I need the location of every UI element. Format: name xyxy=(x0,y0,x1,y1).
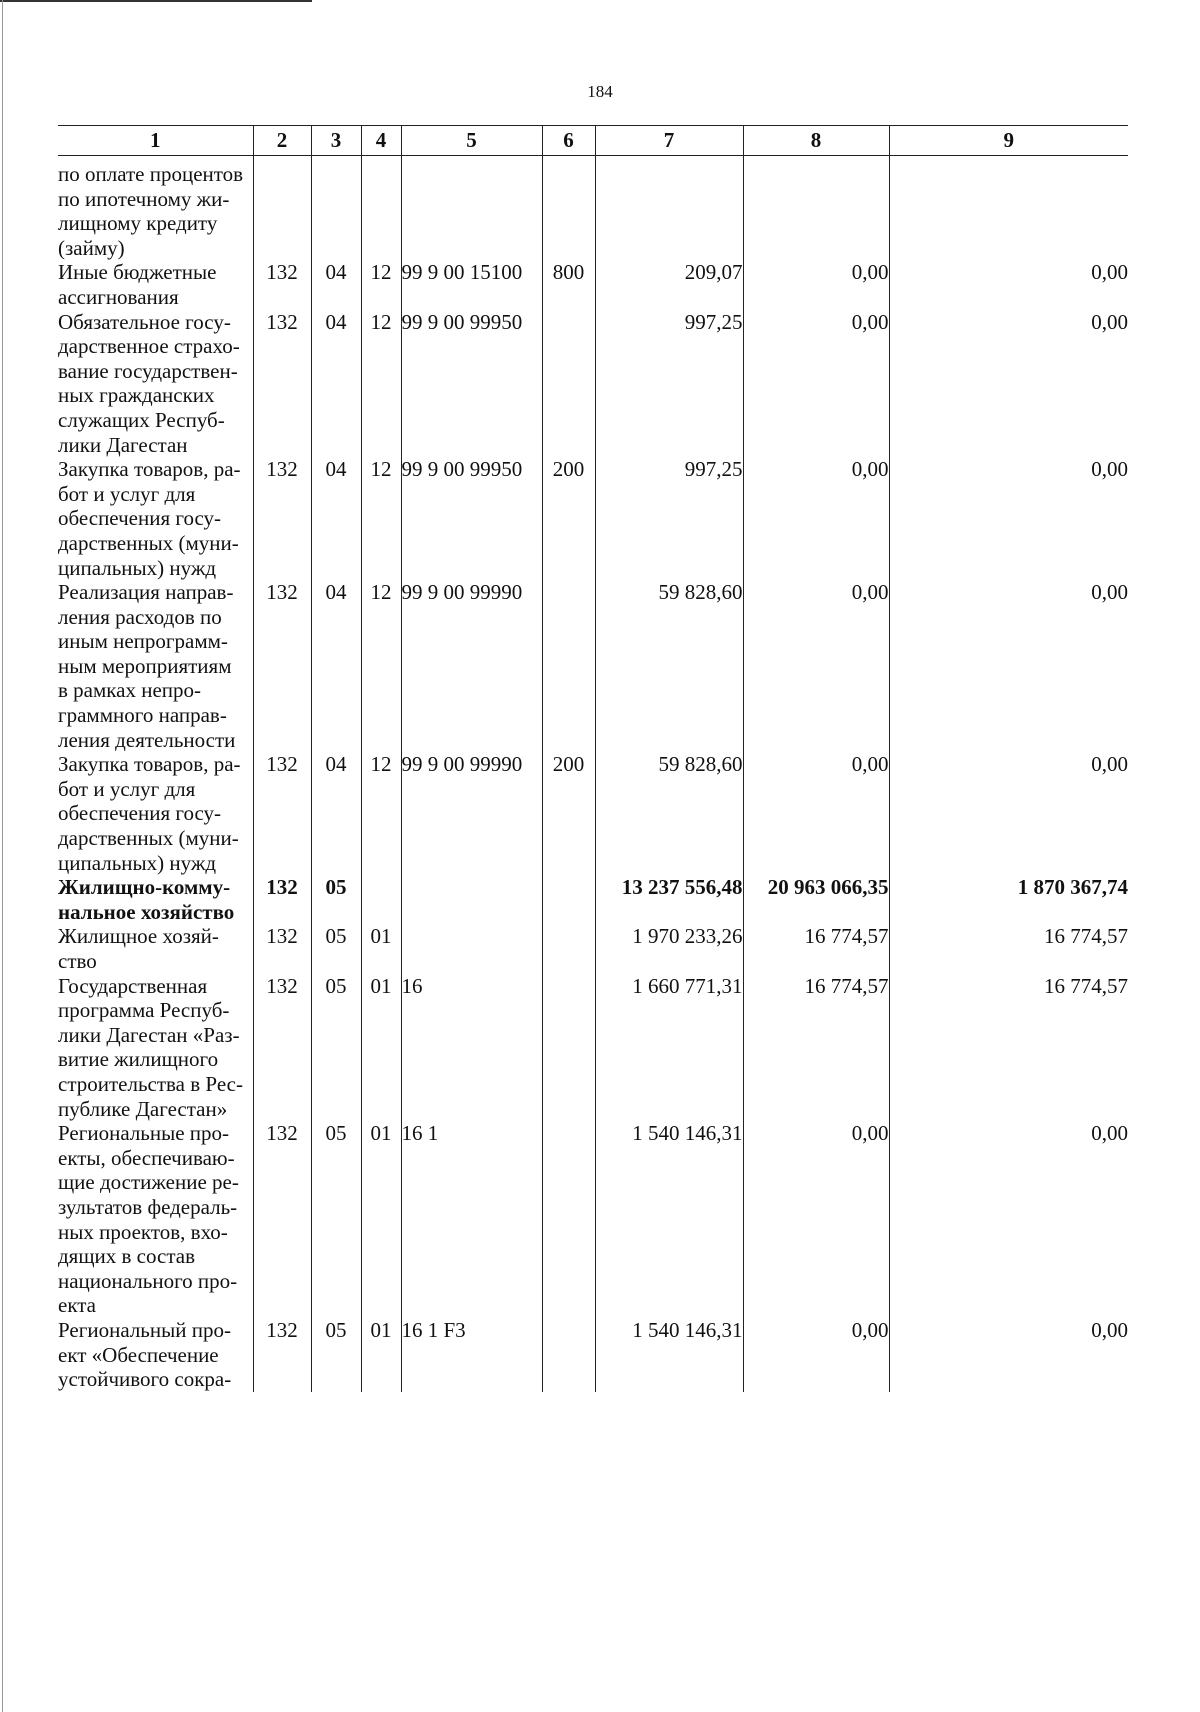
description-line: обеспечения госу- xyxy=(58,506,222,531)
target-article-code xyxy=(401,924,542,973)
description-line: ных гражданских xyxy=(58,383,215,408)
section-code: 04 xyxy=(311,752,361,875)
description-line: Государственная xyxy=(58,973,208,998)
description-line: дарственное страхо- xyxy=(58,334,240,359)
target-article-code: 16 1 xyxy=(401,1121,542,1318)
admin-code: 132 xyxy=(253,260,311,309)
subsection-code: 01 xyxy=(361,974,401,1122)
target-article-code: 16 xyxy=(401,974,542,1122)
row-description xyxy=(58,156,253,261)
amount-col-9: 0,00 xyxy=(889,752,1128,875)
description-line: Жилищное хозяй- xyxy=(58,924,219,949)
section-code: 05 xyxy=(311,1318,361,1392)
description-line: национального про- xyxy=(58,1268,238,1293)
description-line: устойчивого сокра- xyxy=(58,1367,232,1392)
section-code: 05 xyxy=(311,924,361,973)
admin-code xyxy=(253,156,311,261)
description-line: нальное хозяйство xyxy=(58,899,235,924)
description-line: екта xyxy=(58,1293,97,1318)
table-row xyxy=(58,924,1128,973)
amount-col-9: 16 774,57 xyxy=(889,974,1128,1122)
description-line: щие достижение ре- xyxy=(58,1170,239,1195)
expense-type-code: 800 xyxy=(542,260,595,309)
amount-col-9: 0,00 xyxy=(889,310,1128,458)
table-row xyxy=(58,974,1128,1122)
amount-col-7: 209,07 xyxy=(595,260,743,309)
amount-col-8: 0,00 xyxy=(743,1121,889,1318)
description-line: граммного направ- xyxy=(58,703,227,728)
description-line: ления расходов по xyxy=(58,604,222,629)
row-description xyxy=(58,457,253,580)
description-line: Региональные про- xyxy=(58,1121,230,1146)
amount-col-9: 0,00 xyxy=(889,457,1128,580)
amount-col-9: 0,00 xyxy=(889,580,1128,752)
header-row xyxy=(58,126,1128,156)
amount-col-9: 16 774,57 xyxy=(889,924,1128,973)
section-code xyxy=(311,156,361,261)
description-line: екты, обеспечиваю- xyxy=(58,1145,235,1170)
amount-col-7: 1 660 771,31 xyxy=(595,974,743,1122)
target-article-code: 99 9 00 15100 xyxy=(401,260,542,309)
amount-col-9: 0,00 xyxy=(889,1318,1128,1392)
expense-type-code xyxy=(542,924,595,973)
column-header: 3 xyxy=(311,126,361,156)
column-header: 8 xyxy=(743,126,889,156)
description-line: лики Дагестан xyxy=(58,432,188,457)
section-code: 05 xyxy=(311,875,361,924)
description-line: лищному кредиту xyxy=(58,211,218,236)
subsection-code: 12 xyxy=(361,752,401,875)
admin-code: 132 xyxy=(253,580,311,752)
description-line: Региональный про- xyxy=(58,1317,231,1342)
description-line: строительства в Рес- xyxy=(58,1071,243,1096)
subsection-code: 12 xyxy=(361,260,401,309)
expense-type-code: 200 xyxy=(542,457,595,580)
section-code: 04 xyxy=(311,310,361,458)
table-body xyxy=(58,156,1128,1392)
description-line: ления деятельности xyxy=(58,727,236,752)
target-article-code: 99 9 00 99990 xyxy=(401,580,542,752)
amount-col-7: 997,25 xyxy=(595,310,743,458)
description-line: лики Дагестан «Раз- xyxy=(58,1022,240,1047)
admin-code: 132 xyxy=(253,457,311,580)
table-row xyxy=(58,156,1128,261)
target-article-code: 16 1 F3 xyxy=(401,1318,542,1392)
description-line: программа Респуб- xyxy=(58,998,230,1023)
row-description xyxy=(58,1121,253,1318)
amount-col-8: 0,00 xyxy=(743,457,889,580)
section-code: 05 xyxy=(311,1121,361,1318)
expense-type-code xyxy=(542,1121,595,1318)
row-description xyxy=(58,974,253,1122)
section-code: 04 xyxy=(311,260,361,309)
amount-col-9: 0,00 xyxy=(889,260,1128,309)
table-row xyxy=(58,752,1128,875)
row-description xyxy=(58,310,253,458)
amount-col-8: 0,00 xyxy=(743,580,889,752)
column-header: 2 xyxy=(253,126,311,156)
row-description xyxy=(58,260,253,309)
amount-col-8: 20 963 066,35 xyxy=(743,875,889,924)
amount-col-7: 59 828,60 xyxy=(595,580,743,752)
amount-col-8 xyxy=(743,156,889,261)
row-description xyxy=(58,875,253,924)
admin-code: 132 xyxy=(253,310,311,458)
table-row xyxy=(58,1318,1128,1392)
description-line: бот и услуг для xyxy=(58,776,196,801)
row-description xyxy=(58,924,253,973)
description-line: по оплате процентов xyxy=(58,162,244,186)
admin-code: 132 xyxy=(253,924,311,973)
expense-type-code xyxy=(542,1318,595,1392)
admin-code: 132 xyxy=(253,1121,311,1318)
subsection-code xyxy=(361,875,401,924)
expense-type-code xyxy=(542,580,595,752)
amount-col-7: 1 540 146,31 xyxy=(595,1121,743,1318)
table-row xyxy=(58,1121,1128,1318)
amount-col-8: 0,00 xyxy=(743,1318,889,1392)
amount-col-7 xyxy=(595,156,743,261)
subsection-code: 01 xyxy=(361,924,401,973)
column-header: 9 xyxy=(889,126,1128,156)
subsection-code: 12 xyxy=(361,457,401,580)
description-line: зультатов федераль- xyxy=(58,1194,238,1219)
description-line: Иные бюджетные xyxy=(58,260,217,285)
description-line: ципальных) нужд xyxy=(58,555,217,580)
description-line: Закупка товаров, ра- xyxy=(58,457,241,482)
description-line: ных проектов, вхо- xyxy=(58,1219,228,1244)
budget-table xyxy=(58,125,1128,1392)
amount-col-9: 1 870 367,74 xyxy=(889,875,1128,924)
table-row xyxy=(58,310,1128,458)
subsection-code: 12 xyxy=(361,310,401,458)
description-line: дарственных (муни- xyxy=(58,826,239,851)
column-header: 1 xyxy=(58,126,253,156)
description-line: Закупка товаров, ра- xyxy=(58,752,241,777)
description-line: Жилищно-комму- xyxy=(58,875,231,900)
target-article-code xyxy=(401,875,542,924)
description-line: ным мероприятиям xyxy=(58,653,232,678)
admin-code: 132 xyxy=(253,752,311,875)
description-line: Реализация направ- xyxy=(58,580,234,605)
scan-edge-top xyxy=(0,0,312,2)
subsection-code: 12 xyxy=(361,580,401,752)
amount-col-7: 59 828,60 xyxy=(595,752,743,875)
description-line: ципальных) нужд xyxy=(58,850,217,875)
subsection-code: 01 xyxy=(361,1121,401,1318)
amount-col-9 xyxy=(889,156,1128,261)
description-line: вание государствен- xyxy=(58,358,238,383)
table-row xyxy=(58,875,1128,924)
description-line: бот и услуг для xyxy=(58,481,196,506)
section-code: 04 xyxy=(311,580,361,752)
table-row xyxy=(58,260,1128,309)
description-line: Обязательное госу- xyxy=(58,309,231,334)
description-line: (займу) xyxy=(58,235,125,260)
target-article-code: 99 9 00 99950 xyxy=(401,310,542,458)
amount-col-8: 16 774,57 xyxy=(743,924,889,973)
description-line: витие жилищного xyxy=(58,1047,219,1072)
description-line: ект «Обеспечение xyxy=(58,1342,219,1367)
amount-col-7: 13 237 556,48 xyxy=(595,875,743,924)
amount-col-9: 0,00 xyxy=(889,1121,1128,1318)
column-header: 5 xyxy=(401,126,542,156)
amount-col-8: 0,00 xyxy=(743,310,889,458)
description-line: ство xyxy=(58,949,97,973)
target-article-code: 99 9 00 99950 xyxy=(401,457,542,580)
table-row xyxy=(58,457,1128,580)
description-line: дящих в состав xyxy=(58,1244,196,1269)
page-number: 184 xyxy=(587,82,613,101)
description-line: обеспечения госу- xyxy=(58,801,222,826)
amount-col-7: 997,25 xyxy=(595,457,743,580)
column-header: 6 xyxy=(542,126,595,156)
subsection-code xyxy=(361,156,401,261)
expense-type-code xyxy=(542,156,595,261)
admin-code: 132 xyxy=(253,974,311,1122)
amount-col-7: 1 970 233,26 xyxy=(595,924,743,973)
admin-code: 132 xyxy=(253,875,311,924)
expense-type-code xyxy=(542,875,595,924)
target-article-code xyxy=(401,156,542,261)
target-article-code: 99 9 00 99990 xyxy=(401,752,542,875)
amount-col-8: 0,00 xyxy=(743,752,889,875)
amount-col-8: 0,00 xyxy=(743,260,889,309)
row-description xyxy=(58,1318,253,1392)
row-description xyxy=(58,752,253,875)
section-code: 04 xyxy=(311,457,361,580)
amount-col-8: 16 774,57 xyxy=(743,974,889,1122)
expense-type-code xyxy=(542,310,595,458)
scan-edge-left xyxy=(2,0,3,1712)
description-line: иным непрограмм- xyxy=(58,629,228,654)
description-line: служащих Респуб- xyxy=(58,407,225,432)
subsection-code: 01 xyxy=(361,1318,401,1392)
table-row xyxy=(58,580,1128,752)
amount-col-7: 1 540 146,31 xyxy=(595,1318,743,1392)
description-line: в рамках непро- xyxy=(58,678,202,703)
description-line: ассигнования xyxy=(58,284,179,309)
column-header: 4 xyxy=(361,126,401,156)
section-code: 05 xyxy=(311,974,361,1122)
description-line: публике Дагестан» xyxy=(58,1096,228,1121)
expense-type-code xyxy=(542,974,595,1122)
column-header: 7 xyxy=(595,126,743,156)
row-description xyxy=(58,580,253,752)
expense-type-code: 200 xyxy=(542,752,595,875)
description-line: дарственных (муни- xyxy=(58,530,239,555)
admin-code: 132 xyxy=(253,1318,311,1392)
description-line: по ипотечному жи- xyxy=(58,186,230,211)
